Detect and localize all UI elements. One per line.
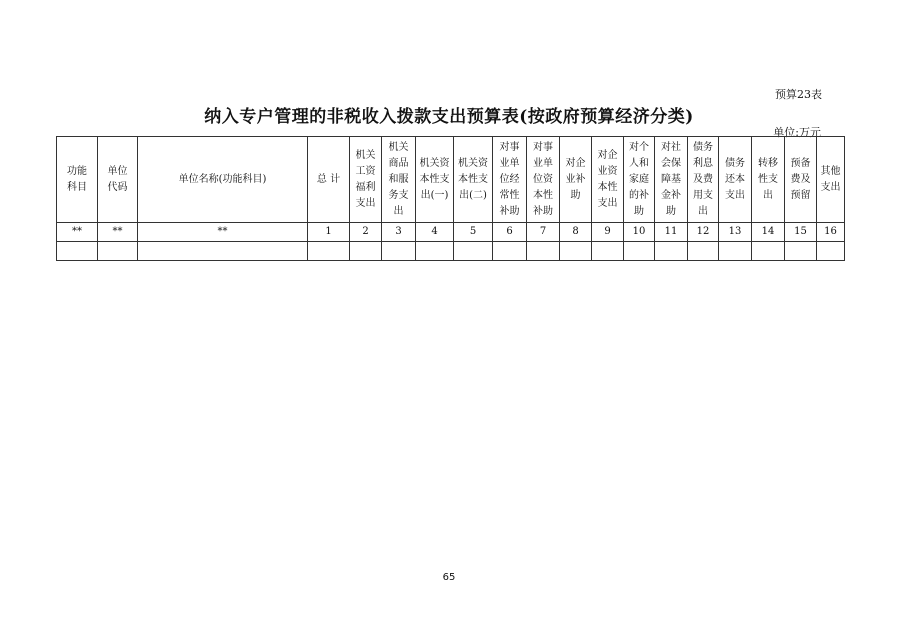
index-cell: 4 (416, 223, 454, 242)
header-cell: 机关资本性支出(一) (416, 137, 454, 223)
budget-table (56, 136, 845, 261)
index-cell: 5 (454, 223, 493, 242)
index-cell: 12 (688, 223, 719, 242)
table-cell (560, 242, 592, 261)
index-cell: 15 (785, 223, 817, 242)
table-cell (416, 242, 454, 261)
index-cell: 10 (624, 223, 655, 242)
unit-label: 单位:万元 (773, 126, 821, 139)
header-cell: 对个人和家庭的补助 (624, 137, 655, 223)
header-cell: 对社会保障基金补助 (655, 137, 688, 223)
table-cell (752, 242, 785, 261)
table-header-row (57, 137, 845, 223)
header-cell: 债务利息及费用支出 (688, 137, 719, 223)
page-title: 纳入专户管理的非税收入拨款支出预算表(按政府预算经济分类) (204, 107, 694, 127)
header-cell: 单位代码 (98, 137, 138, 223)
index-cell: 13 (719, 223, 752, 242)
index-cell: 1 (308, 223, 350, 242)
index-cell: 6 (493, 223, 527, 242)
table-cell (527, 242, 560, 261)
table-cell (624, 242, 655, 261)
index-cell: 7 (527, 223, 560, 242)
table-row (57, 242, 845, 261)
table-cell (592, 242, 624, 261)
form-number: 预算23表 (775, 88, 822, 101)
table-cell (57, 242, 98, 261)
header-cell: 机关商品和服务支出 (382, 137, 416, 223)
page-number: 65 (442, 572, 456, 583)
index-cell: 11 (655, 223, 688, 242)
header-cell: 对事业单位资本性补助 (527, 137, 560, 223)
header-cell: 机关资本性支出(二) (454, 137, 493, 223)
table-cell (350, 242, 382, 261)
table-cell (98, 242, 138, 261)
header-cell: 对企业补助 (560, 137, 592, 223)
table-cell (688, 242, 719, 261)
index-cell: 16 (817, 223, 845, 242)
table-cell (138, 242, 308, 261)
index-cell: 3 (382, 223, 416, 242)
table-cell (382, 242, 416, 261)
index-cell: ** (57, 223, 98, 242)
header-cell: 功能科目 (57, 137, 98, 223)
table-cell (308, 242, 350, 261)
table-cell (719, 242, 752, 261)
index-cell: 14 (752, 223, 785, 242)
header-cell: 对企业资本性支出 (592, 137, 624, 223)
header-cell: 转移性支出 (752, 137, 785, 223)
header-cell: 对事业单位经常性补助 (493, 137, 527, 223)
table-cell (655, 242, 688, 261)
index-cell: ** (98, 223, 138, 242)
index-cell: 9 (592, 223, 624, 242)
table-index-row (57, 223, 845, 242)
table-cell (493, 242, 527, 261)
table-cell (785, 242, 817, 261)
header-cell: 预备费及预留 (785, 137, 817, 223)
header-cell: 总 计 (308, 137, 350, 223)
table-cell (454, 242, 493, 261)
index-cell: 8 (560, 223, 592, 242)
index-cell: ** (138, 223, 308, 242)
header-cell: 单位名称(功能科目) (138, 137, 308, 223)
header-cell: 债务还本支出 (719, 137, 752, 223)
header-cell: 其他支出 (817, 137, 845, 223)
table-cell (817, 242, 845, 261)
header-cell: 机关工资福利支出 (350, 137, 382, 223)
index-cell: 2 (350, 223, 382, 242)
